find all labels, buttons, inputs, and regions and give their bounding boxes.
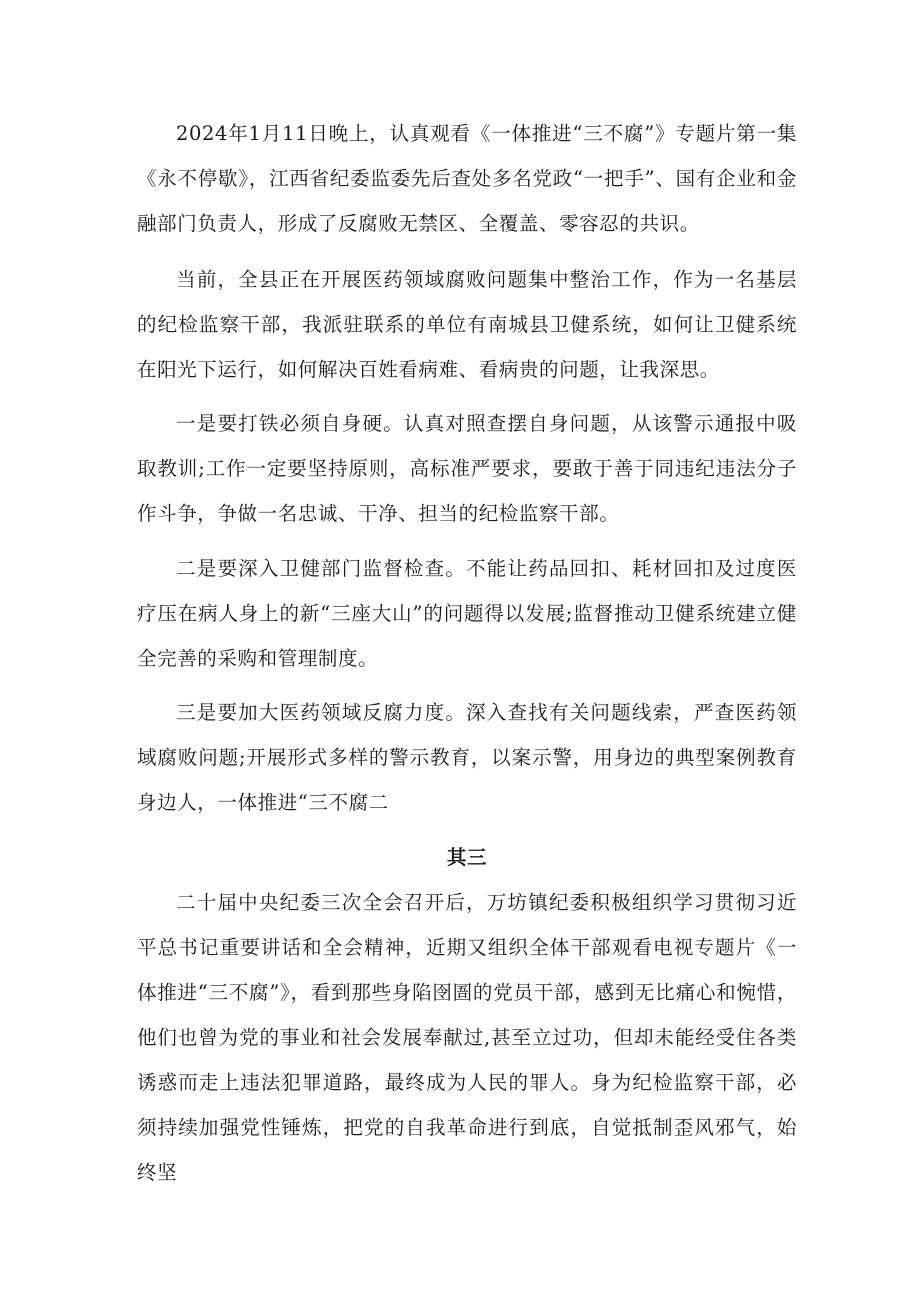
paragraph-2: 当前，全县正在开展医药领域腐败问题集中整治工作，作为一名基层的纪检监察干部，我派驻联系的单位有南城县卫健系统，如何让卫健系统在阳光下运行，如何解决百姓看病难、看病贵的问题，让我深思。	[137, 268, 797, 381]
paragraph-1: 2024年1月11日晚上，认真观看《一体推进“三不腐”》专题片第一集《永不停歇》，江西省纪委监委先后查处多名党政“一把手”、国有企业和金融部门负责人，形成了反腐败无禁区、全覆盖、零容忍的共识。	[137, 122, 797, 235]
paragraph-5: 三是要加大医药领域反腐力度。深入查找有关问题线索，严查医药领域腐败问题;开展形式多样的警示教育，以案示警，用身边的典型案例教育身边人，一体推进“三不腐二	[137, 701, 797, 814]
section-paragraph-1: 二十届中央纪委三次全会召开后，万坊镇纪委积极组织学习贯彻习近平总书记重要讲话和全会精神，近期又组织全体干部观看电视专题片《一体推进“三不腐”》，看到那些身陷囹圄的党员干部，感到无比痛心和惋惜，他们也曾为党的事业和社会发展奉献过,甚至立过功，但却未能经受住各类诱惑而走上违法犯罪道路，最终成为人民的罪人。身为纪检监察干部，必须持续加强党性锤炼，把党的自我革命进行到底，自觉抵制歪风邪气，始终坚	[137, 891, 797, 1184]
section-heading: 其三	[446, 846, 488, 869]
paragraph-3: 一是要打铁必须自身硬。认真对照查摆自身问题，从该警示通报中吸取教训;工作一定要坚持原则，高标准严要求，要敢于善于同违纪违法分子作斗争，争做一名忠诚、干净、担当的纪检监察干部。	[137, 412, 797, 525]
paragraph-4: 二是要深入卫健部门监督检查。不能让药品回扣、耗材回扣及过度医疗压在病人身上的新“三座大山”的问题得以发展;监督推动卫健系统建立健全完善的采购和管理制度。	[137, 557, 797, 670]
